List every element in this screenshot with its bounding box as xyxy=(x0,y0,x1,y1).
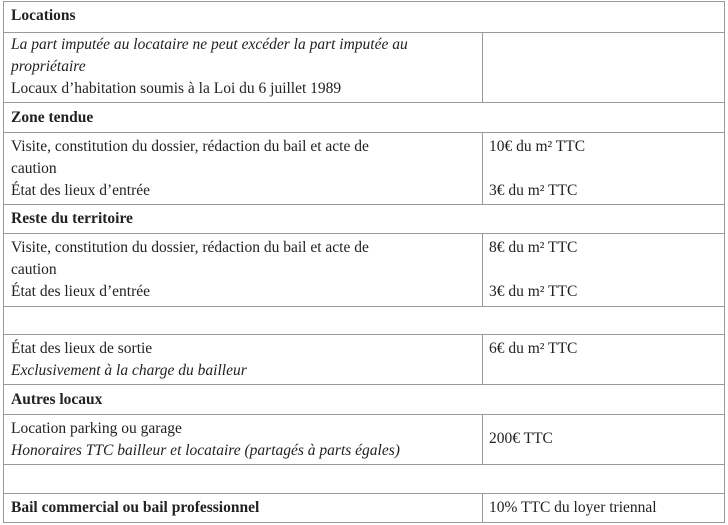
table-divider xyxy=(3,334,725,335)
table-divider xyxy=(3,493,725,494)
reste-territoire-item1-line1: Visite, constitution du dossier, rédaction du bail et acte de xyxy=(11,239,369,256)
commercial-title: Bail commercial ou bail professionnel xyxy=(11,499,260,516)
table-border-bottom xyxy=(3,522,725,523)
table-border-top xyxy=(3,1,725,2)
reste-territoire-item2: État des lieux d’entrée xyxy=(11,283,151,300)
fee-table xyxy=(3,1,725,523)
locations-title: Locations xyxy=(11,7,76,24)
reste-territoire-header-row xyxy=(3,204,725,233)
commercial-price: 10% TTC du loyer triennal xyxy=(489,499,657,516)
table-divider xyxy=(3,102,725,103)
zone-tendue-item2-price: 3€ du m² TTC xyxy=(489,182,578,199)
reste-territoire-item1-line2: caution xyxy=(11,261,57,278)
table-divider xyxy=(3,132,725,133)
reste-territoire-item2-price: 3€ du m² TTC xyxy=(489,283,578,300)
column-divider xyxy=(482,233,483,306)
reste-territoire-title: Reste du territoire xyxy=(11,210,133,227)
column-divider xyxy=(482,334,483,384)
table-divider xyxy=(3,384,725,385)
sortie-note: Exclusivement à la charge du bailleur xyxy=(11,362,247,379)
zone-tendue-header-row xyxy=(3,102,725,132)
zone-tendue-title: Zone tendue xyxy=(11,109,94,126)
sortie-item: État des lieux de sortie xyxy=(11,340,153,357)
autres-locaux-note: Honoraires TTC bailleur et locataire (partagés à parts égales) xyxy=(11,442,400,459)
column-divider xyxy=(482,493,483,522)
column-divider xyxy=(482,414,483,464)
autres-locaux-header-row xyxy=(3,384,725,414)
column-divider xyxy=(482,32,483,102)
autres-locaux-price: 200€ TTC xyxy=(489,430,553,447)
table-divider xyxy=(3,233,725,234)
table-border-left xyxy=(3,1,4,523)
table-divider xyxy=(3,464,725,465)
sortie-price: 6€ du m² TTC xyxy=(489,340,578,357)
locations-note-line1: La part imputée au locataire ne peut excéder la part imputée au xyxy=(11,36,408,53)
locations-note-line2: propriétaire xyxy=(11,58,86,75)
autres-locaux-item-row xyxy=(3,414,725,464)
zone-tendue-item1-line1: Visite, constitution du dossier, rédaction du bail et acte de xyxy=(11,138,369,155)
spacer-row-2 xyxy=(3,464,725,493)
locations-header-row xyxy=(3,1,725,32)
table-divider xyxy=(3,204,725,205)
table-border-right xyxy=(724,1,725,523)
column-divider xyxy=(482,132,483,204)
sortie-row xyxy=(3,334,725,384)
autres-locaux-title: Autres locaux xyxy=(11,391,103,408)
zone-tendue-items-row xyxy=(3,132,725,204)
reste-territoire-items-row xyxy=(3,233,725,306)
reste-territoire-item1-price: 8€ du m² TTC xyxy=(489,239,578,256)
table-divider xyxy=(3,414,725,415)
table-divider xyxy=(3,32,725,33)
table-divider xyxy=(3,306,725,307)
autres-locaux-item: Location parking ou garage xyxy=(11,420,182,437)
commercial-row xyxy=(3,493,725,522)
locations-subtitle: Locaux d’habitation soumis à la Loi du 6 juillet 1989 xyxy=(11,80,342,97)
zone-tendue-item2: État des lieux d’entrée xyxy=(11,182,151,199)
spacer-row xyxy=(3,306,725,334)
zone-tendue-item1-line2: caution xyxy=(11,160,57,177)
zone-tendue-item1-price: 10€ du m² TTC xyxy=(489,138,586,155)
locations-note-row xyxy=(3,32,725,102)
